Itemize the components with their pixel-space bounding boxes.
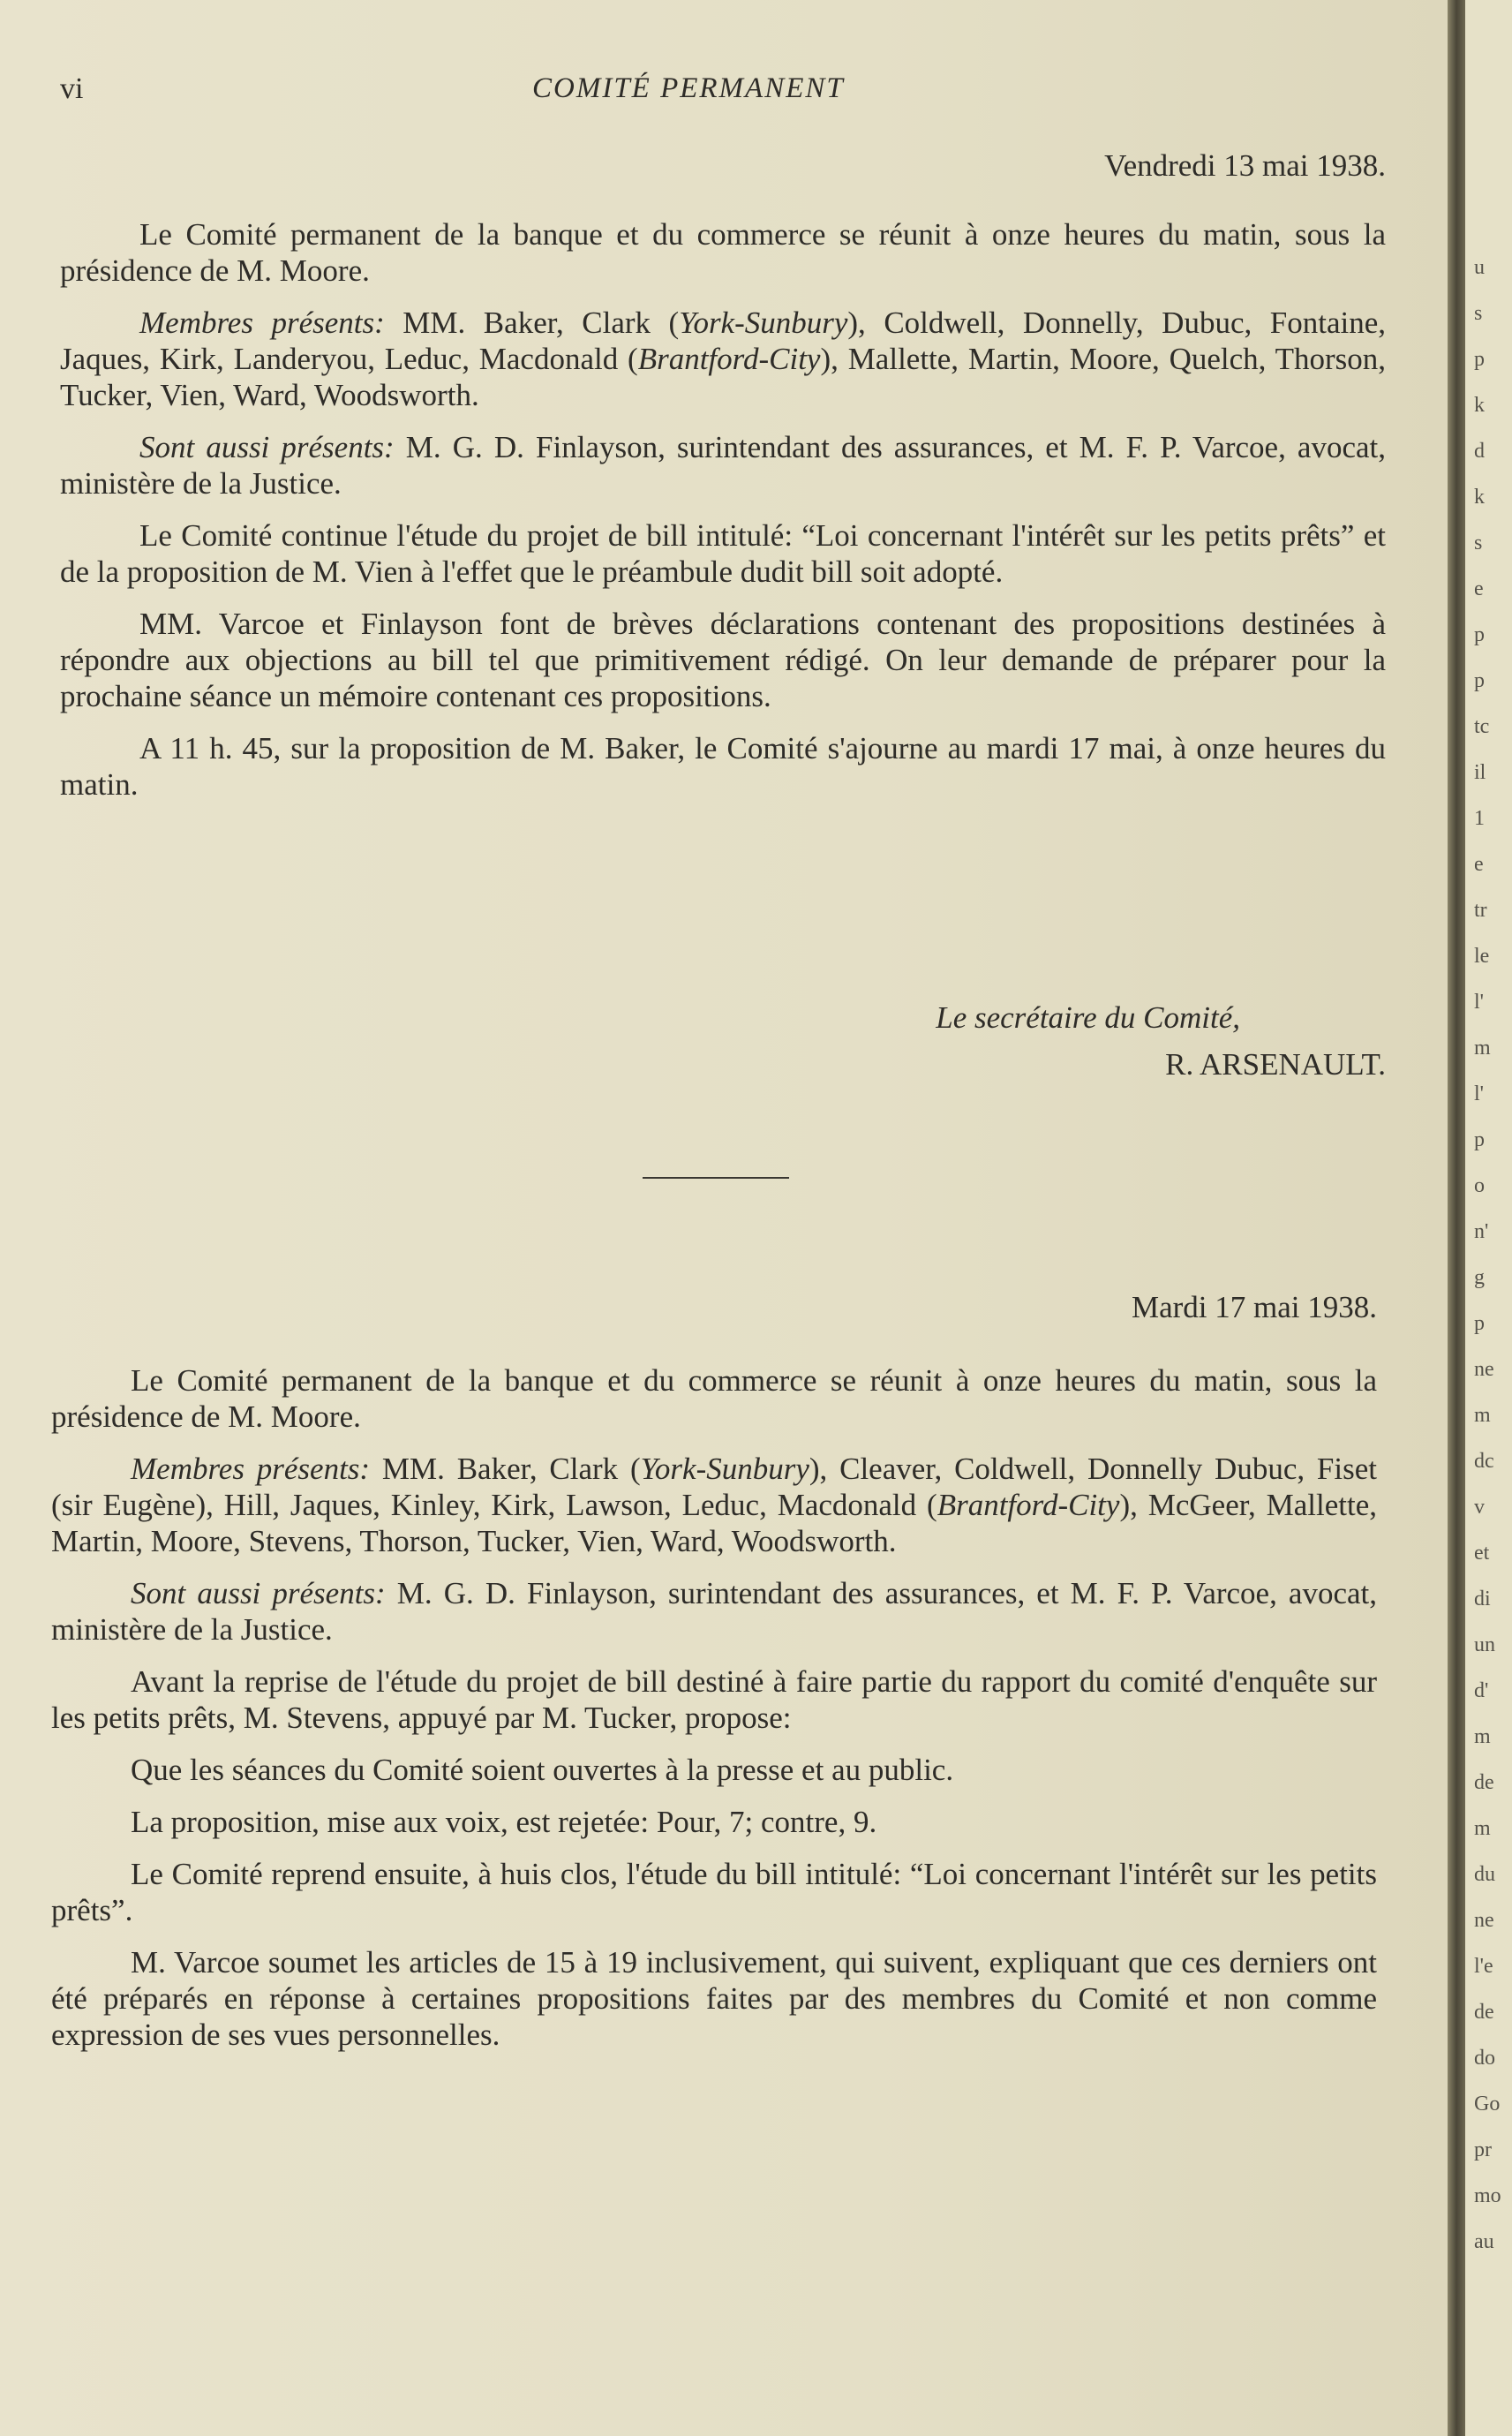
adjacent-page-fragment: p bbox=[1474, 669, 1485, 692]
session2-members-pre: MM. Baker, Clark ( bbox=[370, 1452, 641, 1486]
session2-opening: Le Comité permanent de la banque et du commerce se réunit à onze heures du matin, sous la présidence de M. Moore. bbox=[51, 1363, 1377, 1434]
adjacent-page-fragment: v bbox=[1474, 1496, 1485, 1519]
adjacent-page-fragment: p bbox=[1474, 348, 1485, 371]
adjacent-page-fragment: et bbox=[1474, 1542, 1490, 1565]
adjacent-page-fragment: tc bbox=[1474, 715, 1490, 738]
adjacent-page-fragment: le bbox=[1474, 945, 1490, 968]
running-title: COMITÉ PERMANENT bbox=[532, 72, 845, 104]
session1-signature-name bbox=[883, 1046, 1386, 1082]
session1-adjournment: A 11 h. 45, sur la proposition de M. Baker, le Comité s'ajourne au mardi 17 mai, à onze heures du matin. bbox=[60, 731, 1386, 802]
adjacent-page-fragment: s bbox=[1474, 302, 1483, 325]
session1-date-text: Vendredi 13 mai 1938. bbox=[1104, 148, 1386, 183]
adjacent-page-fragment: o bbox=[1474, 1174, 1485, 1197]
adjacent-page-fragment: k bbox=[1474, 486, 1485, 509]
adjacent-page-edge bbox=[1465, 0, 1512, 2436]
session2-also-present bbox=[51, 1575, 1377, 1648]
session1-also-present bbox=[60, 429, 1386, 502]
adjacent-page-fragment: dc bbox=[1474, 1450, 1494, 1473]
session2-date-text: Mardi 17 mai 1938. bbox=[1131, 1290, 1377, 1324]
adjacent-page-fragment: tr bbox=[1474, 899, 1487, 922]
session1-members-label: Membres présents: bbox=[139, 305, 385, 340]
adjacent-page-fragment: di bbox=[1474, 1588, 1491, 1610]
adjacent-page-fragment: il bbox=[1474, 761, 1486, 784]
adjacent-page-fragment: p bbox=[1474, 623, 1485, 646]
session2-also-text: M. G. D. Finlayson, surintendant des assurances, et M. F. P. Varcoe, avocat, ministère de la Justice. bbox=[51, 1576, 1377, 1647]
adjacent-page-fragment: l'e bbox=[1474, 1955, 1493, 1978]
session1-also-label: Sont aussi présents: bbox=[139, 430, 395, 464]
session1-members-riding2: Brantford-City bbox=[637, 342, 821, 376]
adjacent-page-fragment: m bbox=[1474, 1725, 1491, 1748]
session1-bill-study: Le Comité continue l'étude du projet de bill intitulé: “Loi concernant l'intérêt sur les petits prêts” et de la proposition de M. Vien à l'effet que le préambule dudit bill soit adopté. bbox=[60, 518, 1386, 589]
signature-title-text: Le secrétaire du Comité, bbox=[936, 1000, 1240, 1035]
session2-date bbox=[971, 1289, 1377, 1325]
adjacent-page-fragment: 1 bbox=[1474, 807, 1485, 830]
adjacent-page-fragment: pr bbox=[1474, 2138, 1492, 2161]
session1-members-post: ), Mallette, Martin, Moore, Quelch, Thorson, Tucker, Vien, Ward, Woodsworth. bbox=[60, 342, 1386, 412]
session2-members-post: ), McGeer, Mallette, Martin, Moore, Stevens, Thorson, Tucker, Vien, Ward, Woodsworth. bbox=[51, 1488, 1377, 1558]
session2-vote-result: La proposition, mise aux voix, est rejetée: Pour, 7; contre, 9. bbox=[131, 1805, 877, 1839]
adjacent-page-fragment: p bbox=[1474, 1128, 1485, 1151]
session1-date bbox=[971, 147, 1386, 184]
session2-members-riding1: York-Sunbury bbox=[640, 1452, 809, 1486]
adjacent-page-fragment: de bbox=[1474, 1771, 1494, 1794]
session2-motion-intro: Avant la reprise de l'étude du projet de bill destiné à faire partie du rapport du comité d'enquête sur les petits prêts, M. Stevens, appuyé par M. Tucker, propose: bbox=[51, 1664, 1377, 1735]
adjacent-page-fragment: Go bbox=[1474, 2093, 1501, 2115]
session1-also-text: M. G. D. Finlayson, surintendant des assurances, et M. F. P. Varcoe, avocat, ministère de la Justice. bbox=[60, 430, 1386, 501]
session2-body bbox=[51, 1362, 1377, 2053]
adjacent-page-fragment: l' bbox=[1474, 991, 1484, 1014]
adjacent-page-fragment: ne bbox=[1474, 1358, 1494, 1381]
session1-declarations: MM. Varcoe et Finlayson font de brèves déclarations contenant des propositions destinées à répondre aux objections au bill tel que primitivement rédigé. On leur demande de préparer pour la prochaine séance un mémoire contenant ces propositions. bbox=[60, 607, 1386, 713]
session1-members-riding1: York-Sunbury bbox=[679, 305, 848, 340]
session2-members bbox=[51, 1451, 1377, 1559]
adjacent-page-fragment: e bbox=[1474, 577, 1484, 600]
signature-name-text: R. ARSENAULT. bbox=[1165, 1047, 1386, 1082]
session1-members-pre: MM. Baker, Clark ( bbox=[384, 305, 680, 340]
adjacent-page-fragment: g bbox=[1474, 1266, 1485, 1289]
session2-also-label: Sont aussi présents: bbox=[131, 1576, 386, 1610]
adjacent-page-fragment: de bbox=[1474, 2001, 1494, 2024]
session2-motion-text: Que les séances du Comité soient ouvertes à la presse et au public. bbox=[131, 1753, 954, 1787]
session1-members bbox=[60, 305, 1386, 413]
page-number: vi bbox=[60, 72, 84, 105]
adjacent-page-fragment: un bbox=[1474, 1633, 1495, 1656]
adjacent-page-fragment: au bbox=[1474, 2230, 1494, 2253]
section-divider bbox=[643, 1177, 789, 1179]
adjacent-page-fragment: ne bbox=[1474, 1909, 1494, 1932]
adjacent-page-fragment: n' bbox=[1474, 1220, 1489, 1243]
session1-body bbox=[60, 216, 1386, 803]
adjacent-page-fragment: do bbox=[1474, 2047, 1495, 2070]
page-header bbox=[60, 72, 1384, 117]
session2-members-mid: ), Cleaver, Coldwell, Donnelly Dubuc, Fiset (sir Eugène), Hill, Jaques, Kinley, Kirk, Lawson, Leduc, Macdonald ( bbox=[51, 1452, 1377, 1522]
session2-articles: M. Varcoe soumet les articles de 15 à 19 inclusivement, qui suivent, expliquant que ces derniers ont été préparés en réponse à certaines propositions faites par des membres du Comité et non comme expression de ses vues personnelles. bbox=[51, 1945, 1377, 2052]
adjacent-page-fragment: m bbox=[1474, 1817, 1491, 1840]
adjacent-page-fragment: m bbox=[1474, 1037, 1491, 1060]
adjacent-page-fragment: du bbox=[1474, 1863, 1495, 1886]
session2-members-riding2: Brantford-City bbox=[937, 1488, 1120, 1522]
book-gutter bbox=[1448, 0, 1465, 2436]
adjacent-page-fragment: l' bbox=[1474, 1082, 1484, 1105]
session1-signature-title bbox=[706, 999, 1240, 1036]
adjacent-page-fragment: m bbox=[1474, 1404, 1491, 1427]
adjacent-page-fragment: d bbox=[1474, 440, 1485, 463]
session2-members-label: Membres présents: bbox=[131, 1452, 371, 1486]
adjacent-page-fragment: u bbox=[1474, 256, 1485, 279]
session2-bill-resume: Le Comité reprend ensuite, à huis clos, l'étude du bill intitulé: “Loi concernant l'intérêt sur les petits prêts”. bbox=[51, 1857, 1377, 1927]
session1-members-mid: ), Coldwell, Donnelly, Dubuc, Fontaine, Jaques, Kirk, Landeryou, Leduc, Macdonald ( bbox=[60, 305, 1386, 376]
adjacent-page-fragment: k bbox=[1474, 394, 1485, 417]
session1-opening: Le Comité permanent de la banque et du commerce se réunit à onze heures du matin, sous la présidence de M. Moore. bbox=[60, 217, 1386, 288]
adjacent-page-fragment: d' bbox=[1474, 1679, 1489, 1702]
adjacent-page-fragment: mo bbox=[1474, 2184, 1501, 2207]
adjacent-page-fragment: s bbox=[1474, 532, 1483, 554]
adjacent-page-fragment: e bbox=[1474, 853, 1484, 876]
adjacent-page-fragment: p bbox=[1474, 1312, 1485, 1335]
